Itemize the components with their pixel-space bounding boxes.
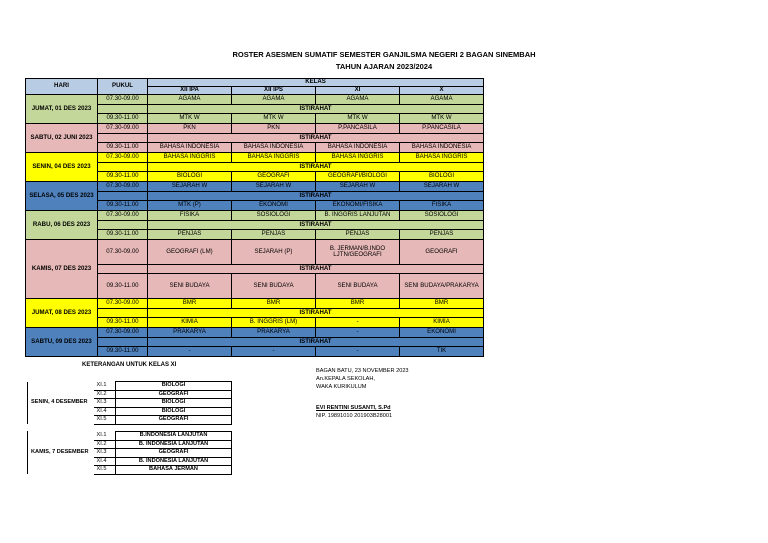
note-class: XI.1 <box>94 382 116 391</box>
break-label: ISTIRAHAT <box>148 221 484 230</box>
subject-cell: PRAKARYA <box>232 328 316 338</box>
time-slot: 07.30-09.00 <box>98 240 148 265</box>
table-row <box>26 95 484 105</box>
note-day <box>28 407 94 416</box>
time-slot: 07.30-09.00 <box>98 328 148 338</box>
note-subject: GEOGRAFI <box>116 390 232 399</box>
note-class: XI.4 <box>94 457 116 466</box>
break-label: ISTIRAHAT <box>148 265 484 274</box>
table-row <box>26 153 484 163</box>
time-slot: 09.30-11.00 <box>98 201 148 211</box>
subject-cell: BIOLOGI <box>148 172 232 182</box>
notes-title: KETERANGAN UNTUK KELAS XI <box>82 362 177 368</box>
note-class: XI.2 <box>94 390 116 399</box>
subject-cell: KIMIA <box>148 318 232 328</box>
note-day <box>28 382 94 391</box>
note-class: XI.5 <box>94 466 116 475</box>
note-class: XI.2 <box>94 440 116 449</box>
subject-cell: SENI BUDAYA <box>316 274 400 299</box>
table-row <box>26 328 484 338</box>
subject-cell: EKONOMI <box>232 201 316 211</box>
subject-cell: BAHASA INDONESIA <box>316 143 400 153</box>
day-label: SELASA, 05 DES 2023 <box>26 182 98 211</box>
exam-schedule-table <box>25 78 484 357</box>
signature-line-3: WAKA KURIKULUM <box>316 384 367 391</box>
list-item <box>28 416 232 425</box>
subject-cell: GEOGRAFI (LM) <box>148 240 232 265</box>
class-xi-notes-table <box>27 381 232 475</box>
day-label: SENIN, 04 DES 2023 <box>26 153 98 182</box>
day-label: SABTU, 02 JUNI 2023 <box>26 124 98 153</box>
subject-cell: SOSIOLOGI <box>232 211 316 221</box>
subject-cell: MTK W <box>316 114 400 124</box>
time-slot: 09.30-11.00 <box>98 114 148 124</box>
break-spacer <box>98 338 148 347</box>
note-day <box>28 416 94 425</box>
subject-cell: SENI BUDAYA <box>148 274 232 299</box>
academic-year: TAHUN AJARAN 2023/2024 <box>335 62 433 71</box>
note-class: XI.4 <box>94 407 116 416</box>
subject-cell: B. JERMAN/B.INDO LJTN/GEOGRAFI <box>316 240 400 265</box>
subject-cell: AGAMA <box>232 95 316 105</box>
time-slot: 09.30-11.00 <box>98 230 148 240</box>
subject-cell: TIK <box>400 347 484 357</box>
subject-cell: EKONOMI <box>400 328 484 338</box>
signer-name: EVI RENTINI SUSANTI, S.Pd <box>316 404 391 411</box>
note-class: XI.3 <box>94 449 116 458</box>
subject-cell: SOSIOLOGI <box>400 211 484 221</box>
time-slot: 07.30-09.00 <box>98 124 148 134</box>
time-slot: 09.30-11.00 <box>98 318 148 328</box>
subject-cell: PENJAS <box>148 230 232 240</box>
subject-cell: - <box>148 347 232 357</box>
time-slot: 07.30-09.00 <box>98 95 148 105</box>
subject-cell: SEJARAH W <box>148 182 232 192</box>
note-subject: BIOLOGI <box>116 407 232 416</box>
subject-cell: BAHASA INGGRIS <box>148 153 232 163</box>
subject-cell: - <box>316 318 400 328</box>
subject-cell: BAHASA INGGRIS <box>316 153 400 163</box>
header-class: X <box>400 87 484 95</box>
subject-cell: BAHASA INGGRIS <box>232 153 316 163</box>
note-class: XI.3 <box>94 399 116 408</box>
time-slot: 07.30-09.00 <box>98 211 148 221</box>
break-spacer <box>98 221 148 230</box>
subject-cell: PRAKARYA <box>148 328 232 338</box>
list-item <box>28 466 232 475</box>
note-subject: B. INDONESIA LANJUTAN <box>116 440 232 449</box>
header-pukul: PUKUL <box>98 79 148 95</box>
subject-cell: GEOGRAFI/BIOLOGI <box>316 172 400 182</box>
subject-cell: SENI BUDAYA <box>232 274 316 299</box>
subject-cell: BMR <box>232 299 316 309</box>
signer-nip: NIP. 19891010 201903B28001 <box>316 412 393 419</box>
time-slot: 09.30-11.00 <box>98 347 148 357</box>
note-day <box>28 440 94 449</box>
list-item <box>28 382 232 391</box>
table-row <box>26 211 484 221</box>
subject-cell: PENJAS <box>232 230 316 240</box>
break-label: ISTIRAHAT <box>148 338 484 347</box>
break-label: ISTIRAHAT <box>148 134 484 143</box>
subject-cell: BAHASA INDONESIA <box>232 143 316 153</box>
subject-cell: B. INGGRIS (LM) <box>232 318 316 328</box>
subject-cell: B. INGGRIS LANJUTAN <box>316 211 400 221</box>
list-item <box>28 399 232 408</box>
table-row <box>26 182 484 192</box>
subject-cell: AGAMA <box>400 95 484 105</box>
time-slot: 09.30-11.00 <box>98 274 148 299</box>
note-day <box>28 457 94 466</box>
list-item <box>28 457 232 466</box>
subject-cell: SEJARAH W <box>400 182 484 192</box>
break-label: ISTIRAHAT <box>148 192 484 201</box>
subject-cell: PKN <box>232 124 316 134</box>
subject-cell: SEJARAH W <box>316 182 400 192</box>
document-title: ROSTER ASESMEN SUMATIF SEMESTER GANJILSMA NEGERI 2 BAGAN SINEMBAH <box>232 50 536 59</box>
subject-cell: EKONOMI/FISIKA <box>316 201 400 211</box>
header-class: XI <box>316 87 400 95</box>
table-row <box>26 240 484 265</box>
place-date: BAGAN BATU, 23 NOVEMBER 2023 <box>316 368 409 374</box>
note-subject: BIOLOGI <box>116 382 232 391</box>
signature-line-2: An.KEPALA SEKOLAH, <box>316 376 375 383</box>
subject-cell: P.PANCASILA <box>400 124 484 134</box>
spacer-row <box>28 424 232 431</box>
break-label: ISTIRAHAT <box>148 163 484 172</box>
header-class: XII IPA <box>148 87 232 95</box>
day-label: SABTU, 09 DES 2023 <box>26 328 98 357</box>
subject-cell: - <box>232 347 316 357</box>
note-day <box>28 431 94 440</box>
day-label: JUMAT, 01 DES 2023 <box>26 95 98 124</box>
break-spacer <box>98 192 148 201</box>
break-label: ISTIRAHAT <box>148 105 484 114</box>
subject-cell: AGAMA <box>316 95 400 105</box>
subject-cell: BAHASA INDONESIA <box>148 143 232 153</box>
subject-cell: AGAMA <box>148 95 232 105</box>
break-spacer <box>98 309 148 318</box>
subject-cell: PKN <box>148 124 232 134</box>
note-day: KAMIS, 7 DESEMBER <box>28 449 94 458</box>
note-subject: BAHASA JERMAN <box>116 466 232 475</box>
day-label: RABU, 06 DES 2023 <box>26 211 98 240</box>
header-kelas: KELAS <box>148 79 484 87</box>
subject-cell: MTK W <box>232 114 316 124</box>
note-subject: BIOLOGI <box>116 399 232 408</box>
subject-cell: MTK (P) <box>148 201 232 211</box>
subject-cell: GEOGRAFI <box>232 172 316 182</box>
time-slot: 09.30-11.00 <box>98 143 148 153</box>
subject-cell: PENJAS <box>400 230 484 240</box>
subject-cell: FISIKA <box>148 211 232 221</box>
subject-cell: GEOGRAFI <box>400 240 484 265</box>
note-subject: B.INDONESIA LANJUTAN <box>116 431 232 440</box>
break-spacer <box>98 163 148 172</box>
subject-cell: MTK W <box>148 114 232 124</box>
table-row <box>26 299 484 309</box>
list-item <box>28 407 232 416</box>
note-day <box>28 466 94 475</box>
header-hari: HARI <box>26 79 98 95</box>
day-label: JUMAT, 08 DES 2023 <box>26 299 98 328</box>
note-class: XI.1 <box>94 431 116 440</box>
subject-cell: FISIKA <box>400 201 484 211</box>
time-slot: 07.30-09.00 <box>98 182 148 192</box>
subject-cell: SEJARAH W <box>232 182 316 192</box>
time-slot: 07.30-09.00 <box>98 153 148 163</box>
subject-cell: SENI BUDAYA/PRAKARYA <box>400 274 484 299</box>
subject-cell: BIOLOGI <box>400 172 484 182</box>
subject-cell: PENJAS <box>316 230 400 240</box>
subject-cell: SEJARAH (P) <box>232 240 316 265</box>
list-item <box>28 449 232 458</box>
break-spacer <box>98 134 148 143</box>
note-subject: GEOGRAFI <box>116 449 232 458</box>
note-subject: GEOGRAFI <box>116 416 232 425</box>
header-class: XII IPS <box>232 87 316 95</box>
note-day <box>28 390 94 399</box>
subject-cell: - <box>316 328 400 338</box>
signature-block <box>316 367 409 420</box>
subject-cell: BMR <box>148 299 232 309</box>
subject-cell: - <box>316 347 400 357</box>
note-class: XI.5 <box>94 416 116 425</box>
time-slot: 07.30-09.00 <box>98 299 148 309</box>
break-spacer <box>98 105 148 114</box>
subject-cell: BAHASA INDONESIA <box>400 143 484 153</box>
subject-cell: MTK W <box>400 114 484 124</box>
subject-cell: KIMIA <box>400 318 484 328</box>
break-label: ISTIRAHAT <box>148 309 484 318</box>
list-item <box>28 440 232 449</box>
day-label: KAMIS, 07 DES 2023 <box>26 240 98 299</box>
subject-cell: BMR <box>400 299 484 309</box>
list-item <box>28 431 232 440</box>
table-row <box>26 124 484 134</box>
note-subject: B. INDONESIA LANJUTAN <box>116 457 232 466</box>
subject-cell: BMR <box>316 299 400 309</box>
time-slot: 09.30-11.00 <box>98 172 148 182</box>
subject-cell: P.PANCASILA <box>316 124 400 134</box>
note-day: SENIN, 4 DESEMBER <box>28 399 94 408</box>
list-item <box>28 390 232 399</box>
break-spacer <box>98 265 148 274</box>
subject-cell: BAHASA INGGRIS <box>400 153 484 163</box>
